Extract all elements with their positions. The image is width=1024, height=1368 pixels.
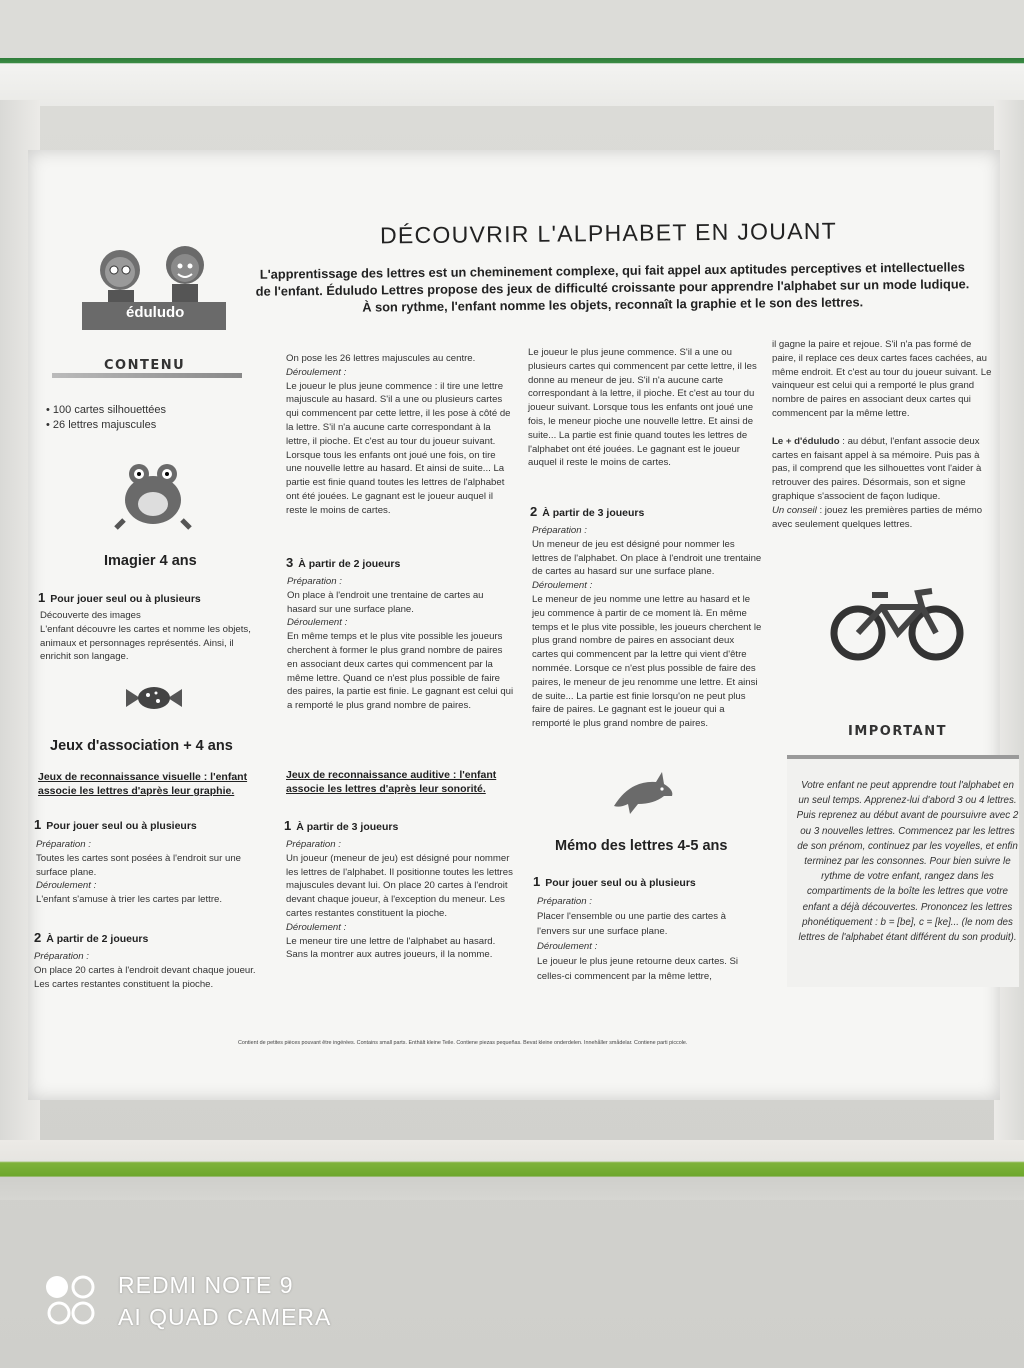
important-heading: IMPORTANT (848, 724, 947, 739)
imagier-body: L'enfant découvre les cartes et nomme les objets, animaux et personnages représentés. Ainsi, il enrichit son langage. (40, 623, 251, 663)
step-label: Pour jouer seul ou à plusieurs (50, 593, 201, 605)
auditive-subtitle: Jeux de reconnaissance auditive : l'enfant associe les lettres d'après leur sonorité. (286, 769, 497, 795)
watermark-line-1: REDMI NOTE 9 (118, 1272, 294, 1298)
step-2-auditive-text (532, 524, 762, 731)
tip-text: : au début, l'enfant associe deux cartes en faisant appel à sa mémoire. Puis pas à pas, il comprend que les silhouettes vont l'aider à retrouver des paires. Désormais, son et signe graphique s'associent de façon ludique. (772, 435, 982, 502)
prep-text: Toutes les cartes sont posées à l'endroit sur une surface plane. (36, 852, 242, 878)
step-1-auditive-text (286, 838, 514, 962)
der-label: Déroulement : (286, 366, 347, 378)
step-number: 1 (38, 590, 46, 605)
step-3-visual (286, 555, 400, 570)
step-2-text (34, 950, 266, 991)
step-number: 1 (34, 817, 42, 832)
imagier-heading: Imagier 4 ans (104, 553, 197, 569)
der-text: Le joueur le plus jeune commence : il tire une lettre majuscule au hasard. S'il a une ou plusieurs cartes qui commencent par cette lettre, il les pose à côté de la lettre. S'il n'a aucune carte correspondant à la lettre, il pioche. Et c'est au tour du joueur suivant. Lorsque tous les enfants ont joué une fois, on tire une nouvelle lettre au hasard. Et ainsi de suite... La partie est finie quand toutes les lettres de l'alphabet ont été jouées. Le gagnant est le joueur auquel il reste le moins de cartes. (286, 380, 511, 516)
contenu-heading: CONTENU (104, 358, 186, 373)
memo-heading: Mémo des lettres 4-5 ans (555, 838, 728, 854)
prep-text: On place 20 cartes à l'endroit devant chaque joueur. Les cartes restantes constituent la pioche. (34, 964, 256, 990)
memo-text (537, 894, 757, 984)
prep-label: Préparation : (537, 896, 592, 907)
prep-label: Préparation : (532, 525, 587, 536)
visual-subtitle: Jeux de reconnaissance visuelle : l'enfant associe les lettres d'après leur graphie. (38, 771, 248, 797)
step-1-text (36, 838, 268, 907)
candy-icon (126, 685, 182, 711)
step-2-visual (34, 930, 148, 945)
der-label: Déroulement : (287, 617, 348, 629)
der-label: Déroulement : (537, 941, 598, 952)
advice-label: Un conseil (772, 504, 817, 516)
prep-text: Placer l'ensemble ou une partie des cartes à l'envers sur une surface plane. (537, 911, 727, 937)
logo-text: éduludo (126, 304, 185, 321)
col3-intro: Le joueur le plus jeune commence. S'il a une ou plusieurs cartes qui commencent par cette lettre, il les donne au meneur de jeu. S'il n'a aucune carte correspondant à la lettre, il pioche. Et c'est au tour du joueur suivant. Lorsque tous les enfants ont joué une fois, le meneur pioche une nouvelle lettre. Et ainsi de suite... La partie est finie quand toutes les lettres de l'alphabet ont été jouées. Le gagnant est le joueur auquel il reste le moins de cartes. (528, 347, 757, 469)
col2-rules (286, 352, 514, 518)
memo-step (533, 874, 696, 889)
box-rim-bottom (0, 1140, 1024, 1200)
imagier-step (38, 590, 201, 605)
col3-rules (528, 346, 758, 470)
step-number: 2 (34, 930, 42, 945)
eduludo-tip (772, 435, 998, 504)
der-text: Le meneur de jeu nomme une lettre au hasard et le jeu commence à partir de ce moment là. En même temps et le plus vite possible, les joueurs cherchent le plus grand nombre de paires en associant deux cartes qui commencent par la lettre qui vient d'être nommée. Lorsque ce n'est plus possible de faire des paires, le meneur de jeu renomme une lettre. Et ainsi de suite... La partie est finie lorsqu'on ne peut plus faire de paires. Le gagnant est le joueur qui a remporté le plus grand nombre de paires. (532, 593, 762, 730)
step-label: À partir de 2 joueurs (46, 933, 149, 945)
step-1-auditive (284, 818, 398, 833)
step-number: 1 (284, 818, 292, 833)
step-label: À partir de 3 joueurs (296, 821, 399, 833)
step-label: Pour jouer seul ou à plusieurs (545, 877, 696, 889)
safety-footer: Contient de petites pièces pouvant être ingérées. Contains small parts. Enthält kleine Teile. Contiene piezas pequeñas. Bevat kleine onderdelen. Innehåller smådelar. Contiene parti piccole. (238, 1040, 688, 1046)
step-2-auditive (530, 504, 644, 519)
contents-item: • 26 lettres majuscules (46, 419, 157, 431)
col4-intro: il gagne la paire et rejoue. S'il n'a pas formé de paire, il replace ces deux cartes faces cachées, au même endroit. Et c'est au tour du joueur suivant. Le vainqueur est celui qui a remporté le plus grand nombre de paires en associant deux cartes qui commencent par la même lettre. (772, 339, 992, 419)
col4-rules (772, 338, 998, 531)
prep-text: On place à l'endroit une trentaine de cartes au hasard sur une surface plane. (287, 589, 484, 615)
bicycle-icon (830, 585, 964, 663)
watermark-line-2: AI QUAD CAMERA (118, 1304, 332, 1330)
der-text: Le meneur tire une lettre de l'alphabet au hasard. Sans la montrer aux autres joueurs, il la nomme. (286, 935, 496, 961)
step-number: 3 (286, 555, 294, 570)
der-text: En même temps et le plus vite possible les joueurs cherchent à former le plus grand nombre de paires en associant deux cartes qui commencent par la même lettre. Quand ce n'est plus possible de faire des paires, la partie est finie. Le gagnant est celui qui a remporté le plus grand nombre de paires. (287, 631, 514, 712)
der-text: Le joueur le plus jeune retourne deux cartes. Si celles-ci commencent par la même lettre, (537, 956, 739, 982)
step-3-text (287, 575, 515, 713)
prep-label: Préparation : (286, 839, 341, 850)
box-rim-top (0, 58, 1024, 106)
association-heading: Jeux d'association + 4 ans (50, 738, 233, 754)
prep-label: Préparation : (34, 951, 89, 962)
der-label: Déroulement : (532, 580, 593, 592)
heading-bar (52, 373, 242, 378)
dolphin-icon (610, 770, 676, 818)
der-label: Déroulement : (36, 880, 97, 892)
step-label: À partir de 3 joueurs (542, 507, 645, 519)
imagier-text (40, 609, 265, 664)
der-text: L'enfant s'amuse à trier les cartes par lettre. (36, 894, 223, 906)
prep-label: Préparation : (287, 576, 342, 587)
der-label: Déroulement : (286, 921, 347, 933)
contents-item: • 100 cartes silhouettées (46, 404, 167, 416)
advice (772, 504, 998, 532)
important-text: Votre enfant ne peut apprendre tout l'alphabet en un seul temps. Apprenez-lui d'abord 3 ou 4 lettres. Puis reprenez au début avant de poursuivre avec 2 ou 3 nouvelles lettres. Commencez par les lettres de son prénom, continuez par les voyelles, et enfin terminez par les consonnes. Pour bien suivre le rythme de votre enfant, rangez dans les compartiments de la boîte les lettres que votre enfant a déjà découvertes. Prononcez les lettres phonétiquement : b = [be], c = [ke]... (le nom des lettres de l'alphabet étant différent du son produit). (796, 780, 1019, 944)
advice-text: : jouez les premières parties de mémo avec seulement quelques lettres. (772, 504, 983, 530)
step-label: À partir de 2 joueurs (298, 558, 401, 570)
col2-intro: On pose les 26 lettres majuscules au centre. (286, 353, 476, 364)
prep-text: Un meneur de jeu est désigné pour nommer les lettres de l'alphabet. On place à l'endroit une trentaine de cartes au hasard sur une surface plane. (532, 538, 762, 578)
quad-camera-icon (44, 1272, 100, 1328)
page-title: DÉCOUVRIR L'ALPHABET EN JOUANT (379, 217, 838, 249)
prep-text: Un joueur (meneur de jeu) est désigné pour nommer les lettres de l'alphabet. Il positionne toutes les lettres majuscules devant lui. On place 20 cartes à l'endroit devant chaque joueur, à l'exception du meneur. Les cartes restantes constituent la pioche. (286, 852, 513, 919)
step-label: Pour jouer seul ou à plusieurs (46, 820, 197, 832)
step-number: 1 (533, 874, 541, 889)
step-number: 2 (530, 504, 538, 519)
imagier-subtitle: Découverte des images (40, 610, 141, 621)
contents-list (46, 403, 166, 433)
prep-label: Préparation : (36, 839, 91, 850)
frog-icon (112, 460, 194, 532)
tip-label: Le + d'éduludo (772, 435, 840, 447)
step-1-visual (34, 817, 197, 832)
intro-paragraph: L'apprentissage des lettres est un cheminement complexe, qui fait appel aux aptitudes perceptives et intellectuelles de l'enfant. Éduludo Lettres propose des jeux de difficulté croissante pour apprendre l'alphabet sur un mode ludique. À son rythme, l'enfant nomme les objets, reconnaît la graphie et le son des lettres. (255, 259, 970, 315)
